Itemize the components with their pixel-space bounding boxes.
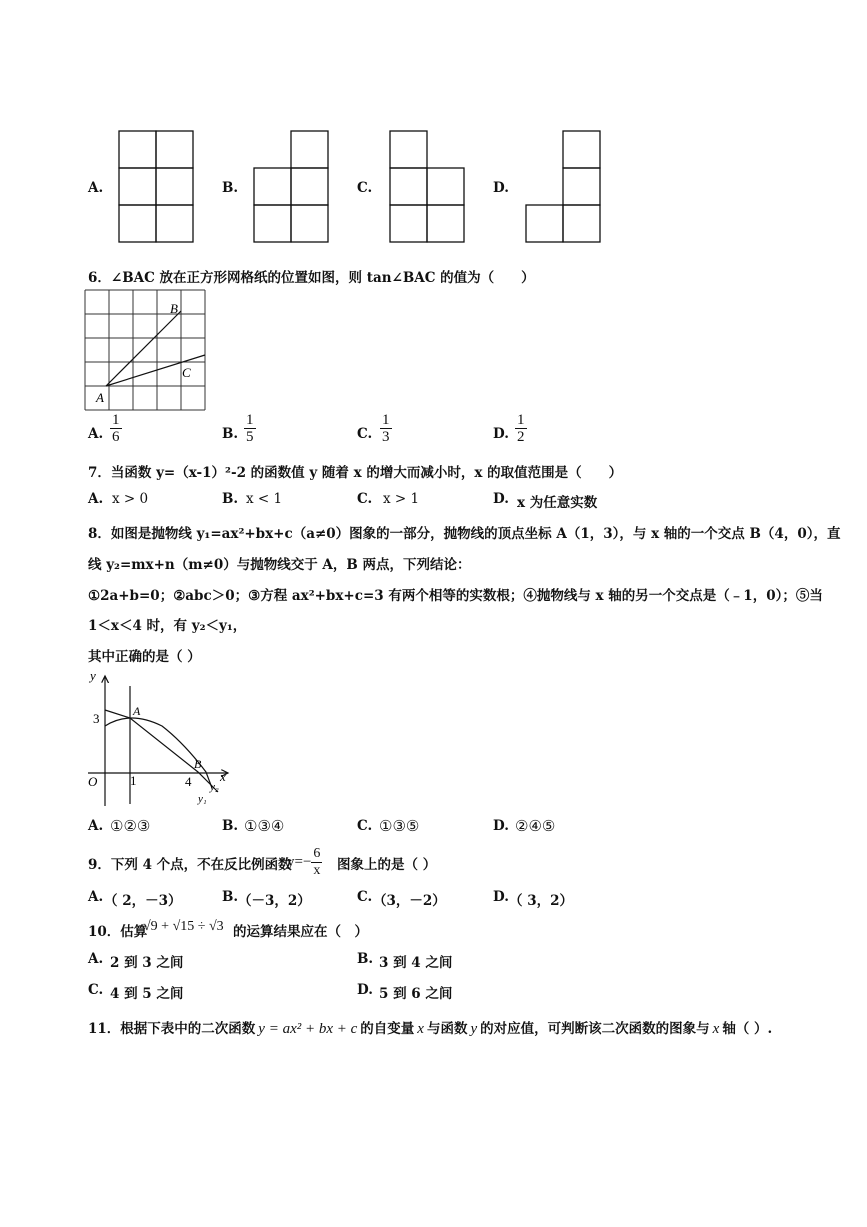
q9-function: y=− $\frac{6}{x}$ [287, 846, 321, 878]
q8-option-c-text: ①③⑤ [379, 817, 420, 835]
q11-stem-mid2: 与函数 [426, 1021, 468, 1037]
q7-stem: 7．当函数 y=（x-1）²-2 的函数值 y 随着 x 的增大而减小时，x 的取值范围是（ ） [88, 465, 623, 481]
q7-option-c-label[interactable]: C. [357, 491, 373, 507]
q8-curve-y2-label: y₂ [210, 781, 219, 793]
q6-stem: 6．∠BAC 放在正方形网格纸的位置如图，则 tan∠BAC 的值为（ ） [88, 270, 535, 286]
q8-y-axis-label: y [90, 668, 96, 683]
q9-option-b-text: （－3，2） [238, 893, 311, 909]
q9-stem-after: 图象上的是（ ） [337, 857, 437, 873]
q8-option-b-label[interactable]: B. [222, 818, 239, 834]
q10-expression: √9 + √15 ÷ √3 [143, 919, 224, 934]
q8-graph-figure [84, 668, 234, 810]
q9-stem-before: 9．下列 4 个点，不在反比例函数 [88, 857, 292, 873]
q8-tick-1: 1 [130, 773, 137, 788]
q11-function: y = ax² + bx + c [258, 1021, 358, 1037]
q5-option-c-label[interactable]: C. [357, 180, 373, 196]
q8-origin-label: O [88, 774, 98, 789]
q8-point-b: B [194, 757, 202, 771]
q10-option-a-text: 2 到 3 之间 [110, 955, 184, 971]
q9-option-c-label[interactable]: C. [357, 889, 373, 905]
q8-tick-3: 3 [93, 711, 100, 726]
q5-option-a-label[interactable]: A. [88, 180, 104, 196]
q10-option-c-label[interactable]: C. [88, 982, 104, 998]
q11-stem-before: 11．根据下表中的二次函数 [88, 1021, 256, 1037]
q6-point-b: B [170, 301, 178, 316]
q8-x-axis-label: x [220, 769, 226, 784]
q10-option-b-text: 3 到 4 之间 [379, 955, 453, 971]
q8-option-a-text: ①②③ [110, 817, 151, 835]
q8-option-d-text: ②④⑤ [515, 817, 556, 835]
q6-option-c-label[interactable]: C. [357, 426, 373, 442]
q6-option-b-fraction: $\frac{1}{5}$ [246, 412, 254, 445]
q6-option-d-label[interactable]: D. [493, 426, 509, 442]
q9-option-a-label[interactable]: A. [88, 889, 104, 905]
q9-option-c-text: （3，－2） [373, 893, 446, 909]
q7-option-d-text: x 为任意实数 [517, 495, 598, 511]
q11-var-x: x [417, 1021, 424, 1037]
q6-option-d-fraction: $\frac{1}{2}$ [517, 412, 525, 445]
q7-option-b-text: x < 1 [246, 491, 283, 507]
q7-option-c-text: x > 1 [383, 491, 420, 507]
q10-stem-before: 10．估算 [88, 924, 148, 940]
q10-option-d-text: 5 到 6 之间 [379, 986, 453, 1002]
q11-stem-mid3: 的对应值，可判断该二次函数的图象与 [480, 1021, 710, 1037]
q10-stem-after: 的运算结果应在（ ） [233, 924, 368, 940]
q9-option-d-text: （ 3，2） [509, 893, 573, 909]
q8-curve-y1-label: y₁ [198, 793, 207, 805]
q7-option-b-label[interactable]: B. [222, 491, 239, 507]
q11-var-y: y [470, 1021, 478, 1037]
q10-option-d-label[interactable]: D. [357, 982, 373, 998]
q10-option-a-label[interactable]: A. [88, 951, 104, 967]
q7-option-a-text: x > 0 [112, 491, 149, 507]
q8-line-4: 1＜x＜4 时，有 y₂＜y₁， [88, 618, 247, 634]
q8-option-d-label[interactable]: D. [493, 818, 509, 834]
q8-line-5: 其中正确的是（ ） [88, 649, 201, 665]
q7-option-d-label[interactable]: D. [493, 491, 509, 507]
q8-option-c-label[interactable]: C. [357, 818, 373, 834]
q10-option-c-text: 4 到 5 之间 [110, 986, 184, 1002]
q5-option-c-figure [389, 130, 465, 244]
q6-option-b-label[interactable]: B. [222, 426, 239, 442]
q6-option-c-fraction: $\frac{1}{3}$ [382, 412, 390, 445]
q11-stem-mid1: 的自变量 [360, 1021, 415, 1037]
q11-stem-after: 轴（ ）. [722, 1021, 773, 1037]
q6-option-a-label[interactable]: A. [88, 426, 104, 442]
q10-option-b-label[interactable]: B. [357, 951, 374, 967]
q8-option-b-text: ①③④ [244, 817, 285, 835]
q8-line-2: 线 y₂=mx+n（m≠0）与抛物线交于 A，B 两点，下列结论： [88, 557, 471, 573]
q5-option-d-label[interactable]: D. [493, 180, 509, 196]
q5-option-a-figure [118, 130, 194, 244]
q9-option-b-label[interactable]: B. [222, 889, 239, 905]
q9-option-a-text: （ 2，－3） [104, 893, 182, 909]
q7-option-a-label[interactable]: A. [88, 491, 104, 507]
q8-line-1: 8．如图是抛物线 y₁=ax²+bx+c（a≠0）图象的一部分，抛物线的顶点坐标 A（1，3），与 x 轴的一个交点 B（4，0），直 [88, 526, 841, 542]
q5-option-d-figure [525, 130, 601, 244]
q8-option-a-label[interactable]: A. [88, 818, 104, 834]
q9-option-d-label[interactable]: D. [493, 889, 509, 905]
q6-option-a-fraction: $\frac{1}{6}$ [112, 412, 120, 445]
q8-line-3: ①2a+b=0；②abc＞0；③方程 ax²+bx+c=3 有两个相等的实数根；④抛物线与 x 轴的另一个交点是（﹣1，0）；⑤当 [88, 588, 823, 604]
q6-grid-figure [84, 289, 208, 413]
q11-var-x2: x [712, 1021, 720, 1037]
q6-point-c: C [182, 365, 191, 380]
q11-stem [88, 1017, 772, 1038]
q5-option-b-label[interactable]: B. [222, 180, 239, 196]
q8-point-a: A [133, 704, 141, 718]
q6-point-a: A [96, 390, 104, 405]
q5-option-b-figure [253, 130, 329, 244]
q8-tick-4: 4 [185, 774, 192, 789]
